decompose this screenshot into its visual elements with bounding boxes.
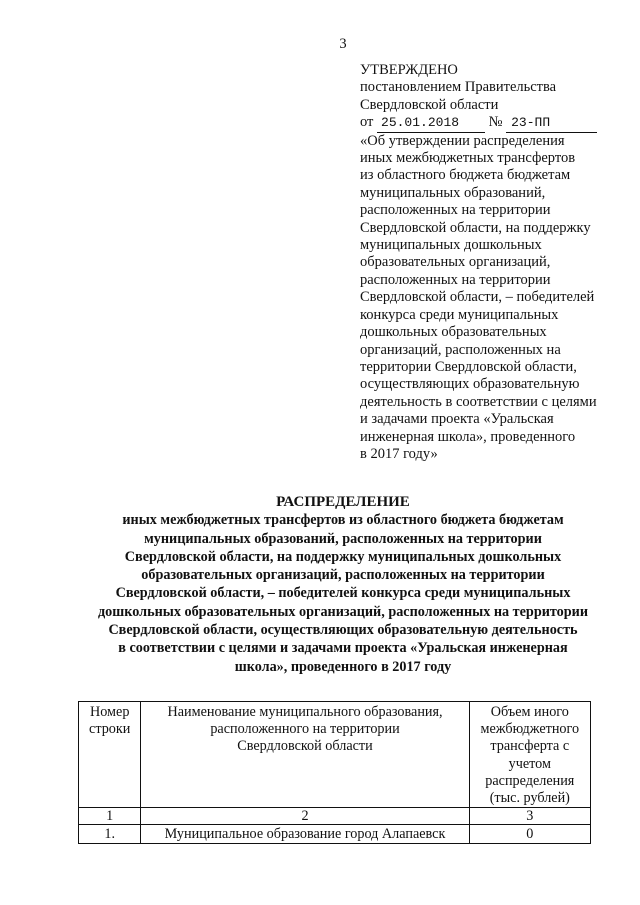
heading-line: дошкольных образовательных организаций, расположенных на территории: [98, 603, 588, 620]
row-municipality: Муниципальное образование город Алапаевск: [141, 825, 469, 844]
distribution-table: [78, 701, 591, 844]
approval-title-line: дошкольных образовательных: [360, 324, 547, 341]
number-prefix: №: [488, 114, 503, 131]
column-number: 3: [469, 808, 590, 825]
approval-title-line: расположенных на территории: [360, 271, 551, 288]
approval-title-line: расположенных на территории: [360, 202, 551, 219]
row-number: 1.: [79, 825, 141, 844]
header-municipality: [141, 702, 469, 808]
heading-line: образовательных организаций, расположенных на территории: [141, 567, 545, 584]
date-prefix: от: [360, 114, 374, 131]
heading-line: школа», проведенного в 2017 году: [234, 658, 452, 675]
header-text: (тыс. рублей): [489, 790, 570, 807]
approval-title-line: образовательных организаций,: [360, 254, 551, 271]
header-text: трансферта с учетом: [490, 738, 570, 772]
approval-title-line: и задачами проекта «Уральская: [360, 411, 554, 428]
table-header-row: [79, 702, 591, 808]
approval-title-line: муниципальных образований,: [360, 184, 546, 201]
approval-title-line: муниципальных дошкольных: [360, 237, 542, 254]
heading-title: РАСПРЕДЕЛЕНИЕ: [276, 494, 410, 510]
number-value: 23-ПП: [506, 114, 597, 132]
approval-title-line: «Об утверждении распределения: [360, 132, 565, 149]
header-row-number: [79, 702, 141, 808]
approval-stamp: [360, 62, 630, 463]
header-text: Наименование муниципального образования,: [167, 704, 443, 720]
header-amount: [469, 702, 590, 808]
approval-title-line: деятельность в соответствии с целями: [360, 393, 597, 410]
date-value: 25.01.2018: [377, 114, 485, 132]
approval-title-line: в 2017 году»: [360, 445, 438, 462]
approval-title-line: Свердловской области, – победителей: [360, 289, 595, 306]
header-text: расположенного на территории: [210, 721, 400, 738]
heading-line: иных межбюджетных трансфертов из областного бюджета бюджетам: [122, 512, 564, 529]
heading-line: Свердловской области, – победителей конкурса среди муниципальных: [115, 585, 571, 602]
approval-date-number: [360, 114, 630, 132]
heading-line: в соответствии с целями и задачами проекта «Уральская инженерная: [118, 640, 568, 657]
approval-title-line: осуществляющих образовательную: [360, 376, 580, 393]
approval-title-line: Свердловской области, на поддержку: [360, 219, 591, 236]
column-number: 2: [141, 808, 469, 825]
row-amount: 0: [469, 825, 590, 844]
approval-resolution: постановлением Правительства: [360, 79, 557, 96]
approval-title-line: инженерная школа», проведенного: [360, 428, 576, 445]
heading-line: муниципальных образований, расположенных на территории: [144, 530, 542, 547]
header-text: распределения: [485, 772, 575, 789]
header-text: межбюджетного: [480, 721, 580, 738]
table-row: [79, 825, 591, 844]
column-number-row: [79, 808, 591, 825]
header-text: Номер: [89, 704, 130, 720]
heading-line: Свердловской области, осуществляющих образовательную деятельность: [108, 622, 578, 639]
approval-title-line: конкурса среди муниципальных: [360, 306, 559, 323]
approval-title-line: территории Свердловской области,: [360, 358, 577, 375]
approval-title-line: из областного бюджета бюджетам: [360, 167, 571, 184]
header-text: строки: [89, 721, 131, 738]
column-number: 1: [79, 808, 141, 825]
heading-line: Свердловской области, на поддержку муниципальных дошкольных: [124, 548, 562, 565]
header-text: Объем иного: [490, 704, 569, 720]
approval-title-line: организаций, расположенных на: [360, 341, 561, 358]
header-text: Свердловской области: [237, 738, 373, 755]
page-number: 3: [339, 36, 347, 52]
approval-region: Свердловской области: [360, 96, 499, 113]
approval-title-line: иных межбюджетных трансфертов: [360, 150, 576, 167]
approval-approved: УТВЕРЖДЕНО: [360, 62, 458, 78]
document-heading: [0, 493, 640, 676]
